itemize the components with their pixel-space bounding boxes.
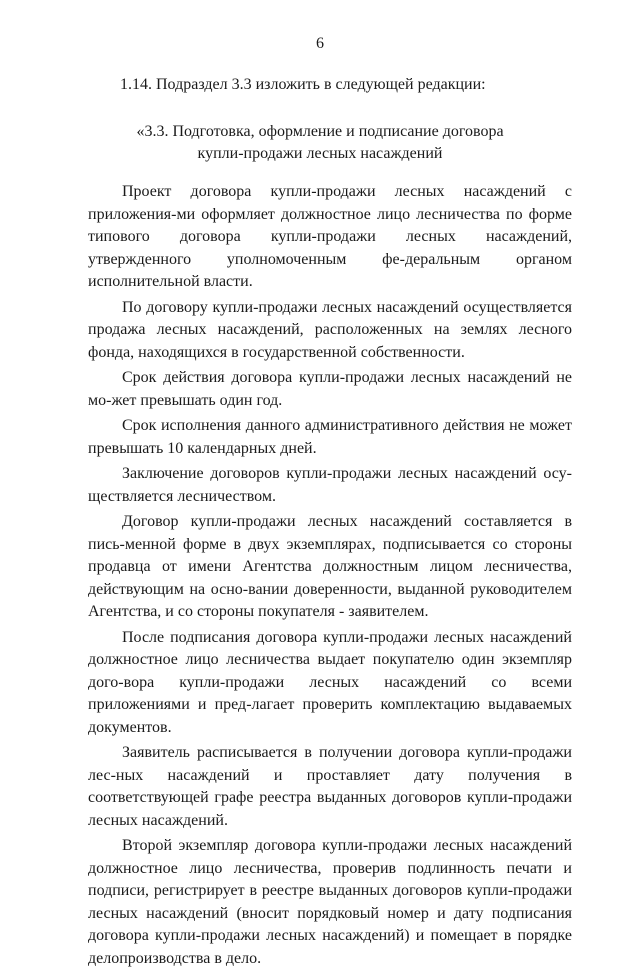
paragraph-sale-subject: По договору купли-продажи лесных насаждений осуществляется продажа лесных насаждений, расположенных на землях лесного фонда, находящихся в государственной собственности. [88, 298, 572, 361]
paragraph-contract-term: Срок действия договора купли-продажи лесных насаждений не мо-жет превышать один год. [88, 369, 572, 409]
paragraph-conclusion: Заключение договоров купли-продажи лесных насаждений осу-ществляется лесничеством. [88, 465, 572, 505]
section-title-line-1: «3.3. Подготовка, оформление и подписание договора [136, 123, 504, 140]
section-title [100, 121, 540, 165]
paragraph-written-form: Договор купли-продажи лесных насаждений составляется в пись-менной форме в двух экземплярах, подписывается со стороны продавца от имени Агентства должностным лицом лесничества, действующим на осно-вании доверенности, выданной руководителем Агентства, и со стороны покупателя - заявителем. [88, 513, 572, 620]
paragraph-after-signing: После подписания договора купли-продажи лесных насаждений должностное лицо лесничества выдает покупателю один экземпляр дого-вора купли-продажи лесных насаждений со всеми приложениями и пред-лагает проверить комплектацию выдаваемых документов. [88, 628, 572, 736]
paragraph-draft-contract: Проект договора купли-продажи лесных насаждений с приложения-ми оформляет должностное лицо лесничества по форме типового договора купли-продажи лесных насаждений, утвержденного уполномоченным фе-деральным органом исполнительной власти. [88, 183, 572, 290]
paragraph-applicant-receipt: Заявитель расписывается в получении договора купли-продажи лес-ных насаждений и проставляет дату получения в соответствующей графе реестра выданных договоров купли-продажи лесных насаждений. [88, 744, 572, 829]
body-text [88, 181, 572, 973]
page-number: 6 [316, 35, 324, 52]
section-title-line-2: купли-продажи лесных насаждений [197, 145, 443, 162]
paragraph-second-copy: Второй экземпляр договора купли-продажи лесных насаждений должностное лицо лесничества, проверив подлинность печати и подписи, регистрирует в реестре выданных договоров купли-продажи лесных насаждений (вносит порядковый номер и дату подписания договора купли-продажи лесных насаждений) и помещает в порядке делопроизводства в дело. [88, 837, 572, 967]
amendment-intro: 1.14. Подраздел 3.3 изложить в следующей редакции: [120, 76, 486, 93]
paragraph-execution-term: Срок исполнения данного административного действия не может превышать 10 календарных дней. [88, 417, 572, 457]
